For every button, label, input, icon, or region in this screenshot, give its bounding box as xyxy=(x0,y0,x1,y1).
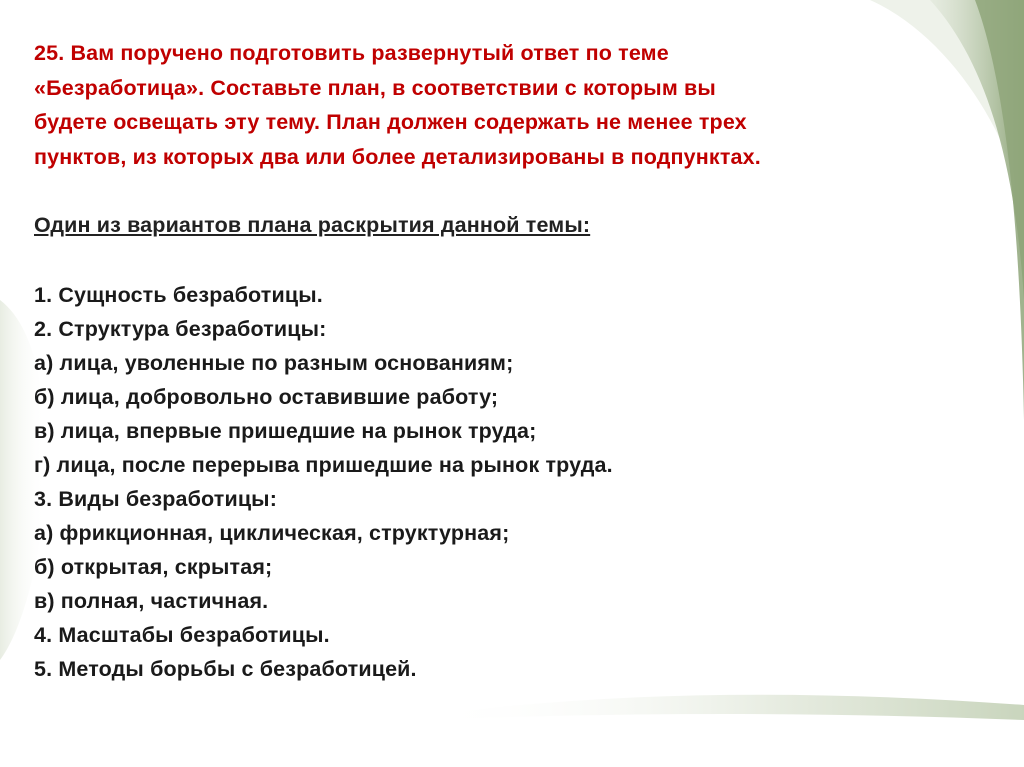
plan-heading: Один из вариантов плана раскрытия данной темы: xyxy=(34,213,591,237)
task-statement: 25. Вам поручено подготовить развернутый ответ по теме «Безработица». Составьте план, в соответствии с которым вы будете освещать эту тему. План должен содержать не менее трех пунктов, из которых два или более детализированы в подпунктах. xyxy=(34,41,761,169)
plan-item: 4. Масштабы безработицы. xyxy=(34,623,330,647)
plan-subitem: б) открытая, скрытая; xyxy=(34,555,273,579)
plan-subitem: г) лица, после перерыва пришедшие на рынок труда. xyxy=(34,453,613,477)
bottom-swoosh xyxy=(430,695,1024,720)
plan-subitem: а) фрикционная, циклическая, структурная; xyxy=(34,521,510,545)
plan-list xyxy=(34,278,994,686)
plan-item: 1. Сущность безработицы. xyxy=(34,283,323,307)
plan-item: 5. Методы борьбы с безработицей. xyxy=(34,657,417,681)
plan-item: 3. Виды безработицы: xyxy=(34,487,278,511)
plan-subitem: в) полная, частичная. xyxy=(34,589,269,613)
plan-subitem: а) лица, уволенные по разным основаниям; xyxy=(34,351,514,375)
plan-subitem: б) лица, добровольно оставившие работу; xyxy=(34,385,499,409)
plan-item: 2. Структура безработицы: xyxy=(34,317,327,341)
slide-content xyxy=(34,36,994,686)
plan-subitem: в) лица, впервые пришедшие на рынок труда; xyxy=(34,419,537,443)
